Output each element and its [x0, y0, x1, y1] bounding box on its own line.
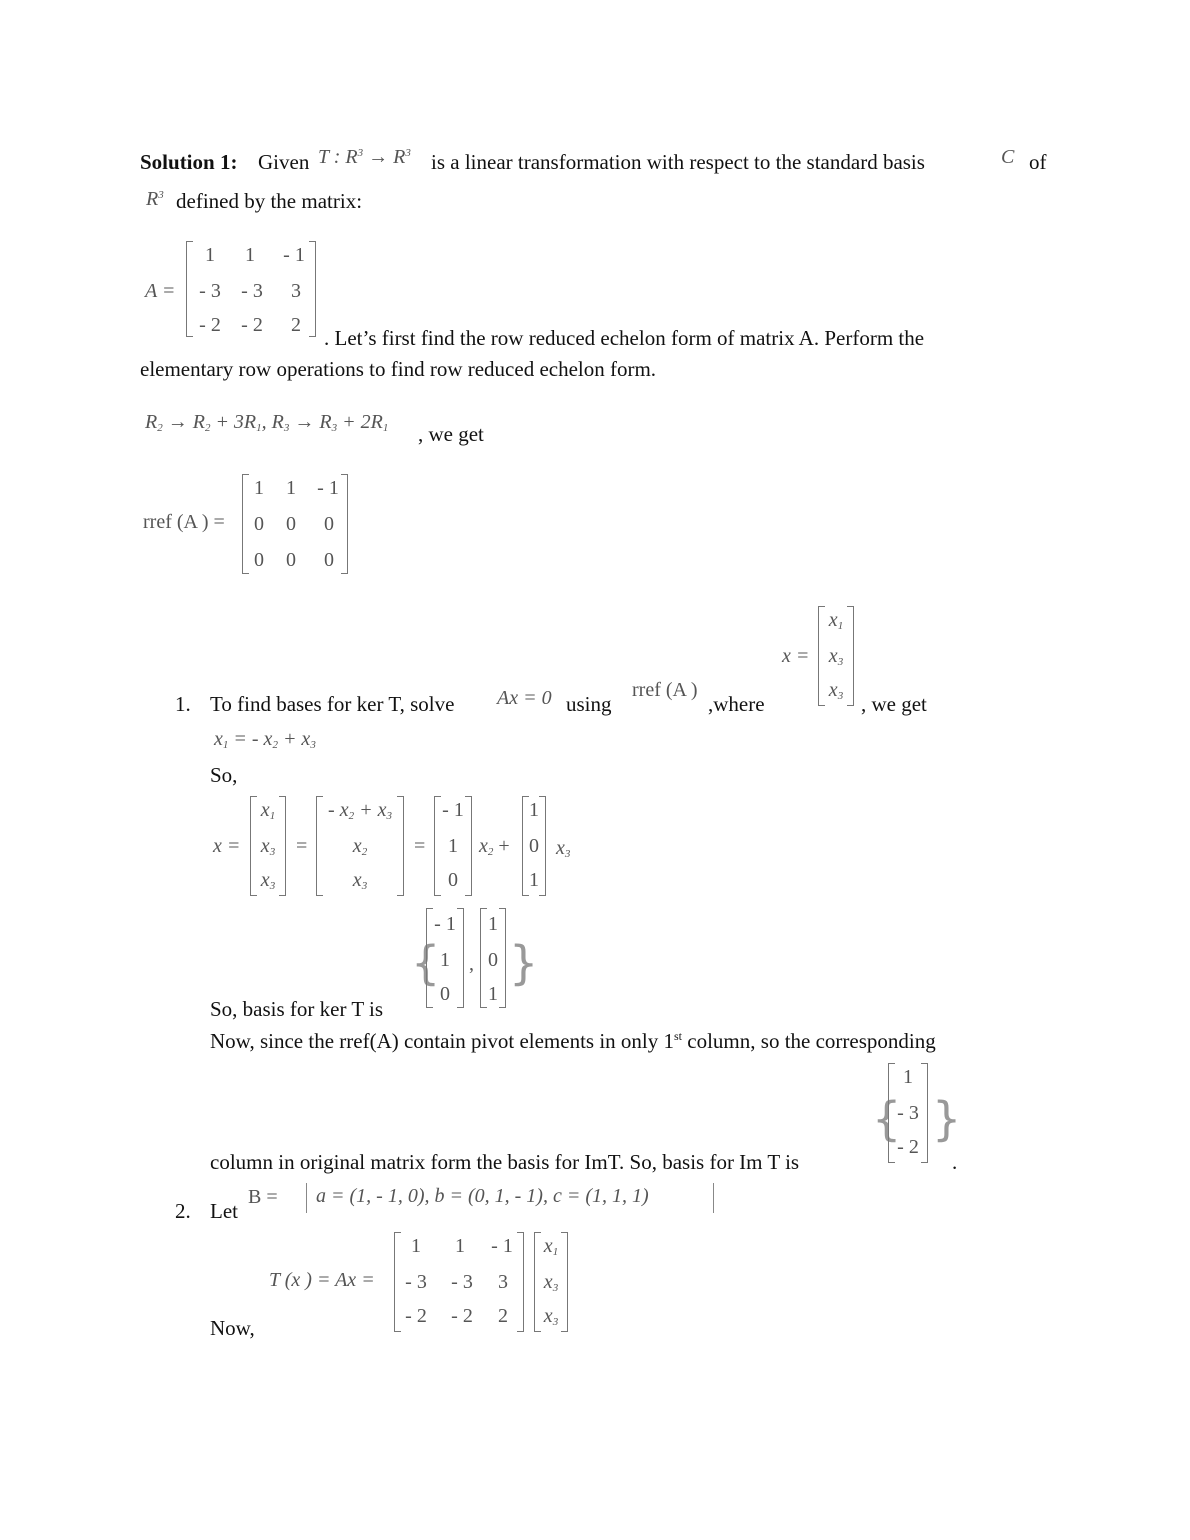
x2-term: $x_2$ +	[479, 835, 510, 858]
item-2-number: 2.	[175, 1199, 191, 1223]
so-label: So,	[210, 763, 238, 787]
vector-entry: $x_1$	[260, 799, 276, 822]
of-label: of	[1029, 150, 1047, 174]
matrix-cell: - 2	[405, 1305, 427, 1327]
matrix-cell: - 3	[241, 280, 263, 302]
vector-1	[434, 796, 472, 896]
vector-entry: - 2	[897, 1136, 919, 1158]
matrix-cell: - 3	[405, 1271, 427, 1293]
set-bracket-left	[306, 1183, 307, 1213]
matrix-cell: 1	[455, 1235, 465, 1257]
vector-entry: $x_3$	[828, 645, 844, 668]
let-label: Let	[210, 1199, 238, 1223]
given-label: Given	[258, 150, 310, 174]
A-equals: A =	[145, 280, 176, 302]
rref-A-label: rref (A )	[632, 679, 698, 701]
matrix-cell: - 3	[451, 1271, 473, 1293]
solution-heading: Solution 1:	[140, 150, 238, 174]
transformation-description: is a linear transformation with respect to the standard basis	[431, 150, 925, 174]
matrix-cell: - 1	[283, 244, 305, 266]
vector-2	[522, 796, 546, 896]
vector-entry: $x_1$	[828, 609, 844, 632]
vector-entry: 1	[529, 869, 539, 891]
vector-entry: - 1	[442, 799, 464, 821]
rref-label: rref (A ) =	[143, 511, 225, 533]
vector-entry: $x_3$	[352, 869, 368, 892]
matrix-cell: - 2	[451, 1305, 473, 1327]
matrix-cell: - 2	[199, 314, 221, 336]
matrix-cell: 1	[411, 1235, 421, 1257]
row-operations: $R_2 \to R_2 + 3R_1$, $R_3 \to R_3 + 2R_1$	[145, 411, 389, 434]
matrix-cell: 0	[286, 513, 296, 535]
vector-entry: 1	[488, 983, 498, 1005]
period: .	[952, 1150, 958, 1174]
paragraph-2-line-2: elementary row operations to find row reduced echelon form.	[140, 357, 657, 381]
vector-entry: $x_3$	[260, 835, 276, 858]
now-label: Now,	[210, 1316, 255, 1340]
pivot-sentence: Now, since the rref(A) contain pivot elements in only 1st column, so the corresponding	[210, 1029, 936, 1053]
matrix-A	[186, 241, 316, 337]
set-bracket-right	[713, 1183, 714, 1213]
matrix-cell: - 3	[199, 280, 221, 302]
matrix-cell: 0	[286, 549, 296, 571]
Ax-equals-0: Ax = 0	[497, 687, 552, 709]
equals-sign: =	[296, 835, 308, 857]
vector-entry: 0	[440, 983, 450, 1005]
T-of-x: T (x ) = Ax =	[269, 1269, 375, 1291]
basis-set-B: a = (1, - 1, 0), b = (0, 1, - 1), c = (1, 1, 1)	[316, 1185, 649, 1207]
vector-entry: 1	[903, 1066, 913, 1088]
x1-equation: $x_1$ = - $x_2 + x_3$	[214, 728, 316, 751]
vector-entry: 1	[488, 913, 498, 935]
matrix-cell: 2	[291, 314, 301, 336]
matrix-cell: 1	[286, 477, 296, 499]
x-vector	[818, 606, 854, 706]
where-label: ,where	[708, 692, 765, 716]
vector-entry: $x_3$	[828, 679, 844, 702]
we-get-label-2: , we get	[861, 692, 927, 716]
matrix-cell: - 1	[491, 1235, 513, 1257]
vector-entry: 1	[448, 835, 458, 857]
matrix-cell: 3	[291, 280, 301, 302]
matrix-cell: - 2	[241, 314, 263, 336]
vector-entry: - 3	[897, 1102, 919, 1124]
matrix-A-2	[394, 1232, 524, 1332]
right-brace-icon-2: }	[932, 1092, 962, 1146]
vector-entry: - $x_2 + x_3$	[328, 799, 392, 822]
x3-term: $x_3$	[556, 837, 571, 860]
image-basis-text: column in original matrix form the basis for ImT. So, basis for Im T is	[210, 1150, 800, 1174]
matrix-cell: 0	[324, 549, 334, 571]
using-label: using	[566, 692, 612, 716]
vector-entry: $x_3$	[543, 1305, 559, 1328]
expand-x-equals: x =	[213, 835, 241, 857]
B-equals: B =	[248, 1186, 278, 1208]
defined-text: defined by the matrix:	[176, 189, 363, 213]
matrix-rref	[242, 474, 348, 574]
matrix-cell: 1	[254, 477, 264, 499]
x-equals: x =	[782, 645, 810, 667]
basis-ker-text: So, basis for ker T is	[210, 997, 384, 1021]
we-get-label: , we get	[418, 422, 484, 446]
vector-entry: 0	[448, 869, 458, 891]
R3-symbol: $R^3$	[146, 188, 164, 210]
matrix-cell: 1	[205, 244, 215, 266]
vector-entry: $x_3$	[260, 869, 276, 892]
equals-sign-2: =	[414, 835, 426, 857]
vector-entry: $x_3$	[543, 1271, 559, 1294]
matrix-cell: 2	[498, 1305, 508, 1327]
x-vector-3	[534, 1232, 568, 1332]
matrix-cell: 0	[254, 513, 264, 535]
paragraph-2-line-1: . Let’s first find the row reduced echelon form of matrix A. Perform the	[324, 326, 925, 350]
matrix-cell: 3	[498, 1271, 508, 1293]
basis-C: C	[1001, 146, 1015, 168]
matrix-cell: 0	[324, 513, 334, 535]
vector-entry: 1	[440, 949, 450, 971]
left-brace-icon-2: {	[872, 1092, 902, 1146]
ker-basis-vector-1	[426, 908, 464, 1008]
x-vector-2	[250, 796, 286, 896]
ker-basis-vector-2	[480, 908, 506, 1008]
middle-vector	[316, 796, 404, 896]
matrix-cell: 1	[245, 244, 255, 266]
comma-sep: ,	[469, 953, 474, 975]
right-brace-icon: }	[509, 936, 539, 990]
matrix-cell: - 1	[317, 477, 339, 499]
vector-entry: - 1	[434, 913, 456, 935]
matrix-cell: 0	[254, 549, 264, 571]
vector-entry: 0	[488, 949, 498, 971]
vector-entry: $x_2$	[352, 835, 368, 858]
vector-entry: 1	[529, 799, 539, 821]
item-1-text: To find bases for ker T, solve	[210, 692, 455, 716]
map-expression: T : $R^3 \to R^3$	[318, 146, 411, 168]
left-brace-icon: {	[411, 936, 441, 990]
im-basis-vector	[888, 1063, 928, 1163]
vector-entry: 0	[529, 835, 539, 857]
item-1-number: 1.	[175, 692, 191, 716]
vector-entry: $x_1$	[543, 1235, 559, 1258]
